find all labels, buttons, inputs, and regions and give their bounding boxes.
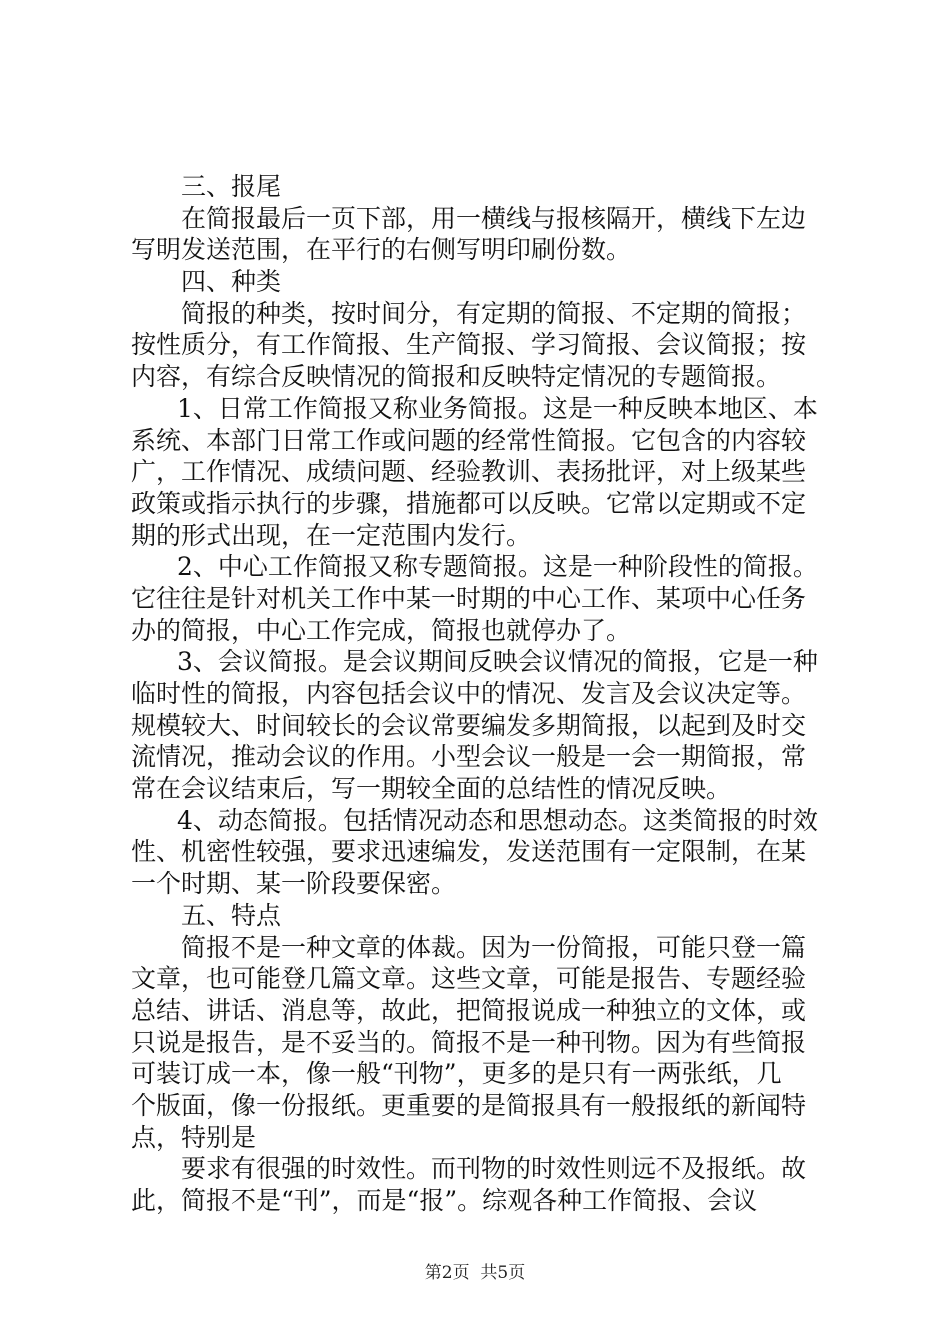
paragraph-line: 2、中心工作简报又称专题简报。这是一种阶段性的简报。 — [177, 552, 818, 582]
paragraph-line: 简报的种类，按时间分，有定期的简报、不定期的简报； — [181, 298, 807, 328]
paragraph-line: 一个时期、某一阶段要保密。 — [131, 869, 457, 899]
paragraph-line: 3、会议简报。是会议期间反映会议情况的简报，它是一种 — [177, 647, 818, 677]
paragraph-line: 临时性的简报，内容包括会议中的情况、发言及会议决定等。 — [131, 679, 807, 708]
paragraph-line: 流情况，推动会议的作用。小型会议一般是一会一期简报，常 — [131, 742, 807, 772]
page-footer — [0, 1262, 950, 1284]
section-heading: 三、报尾 — [181, 172, 282, 201]
paragraph-line: 总结、讲话、消息等，故此，把简报说成一种独立的文体，或 — [131, 995, 807, 1025]
paragraph-line: 此，简报不是“刊”，而是“报”。综观各种工作简报、会议 — [131, 1186, 758, 1215]
paragraph-line: 规模较大、时间较长的会议常要编发多期简报，以起到及时交 — [131, 710, 807, 740]
paragraph-line: 期的形式出现，在一定范围内发行。 — [131, 520, 532, 550]
paragraph-line: 政策或指示执行的步骤，措施都可以反映。它常以定期或不定 — [131, 488, 807, 518]
paragraph-line: 广，工作情况、成绩问题、经验教训、表扬批评，对上级某些 — [131, 457, 807, 487]
paragraph-line: 个版面，像一份报纸。更重要的是简报具有一般报纸的新闻特 — [131, 1090, 807, 1120]
paragraph-line: 文章，也可能登几篇文章。这些文章，可能是报告、专题经验 — [131, 964, 807, 994]
paragraph-line: 写明发送范围，在平行的右侧写明印刷份数。 — [131, 235, 632, 265]
paragraph-line: 点，特别是 — [131, 1122, 257, 1152]
document-body — [131, 171, 831, 1217]
paragraph-line: 在简报最后一页下部，用一横线与报核隔开，横线下左边 — [181, 203, 807, 233]
paragraph-line: 它往往是针对机关工作中某一时期的中心工作、某项中心任务 — [131, 583, 807, 613]
paragraph-line: 内容，有综合反映情况的简报和反映特定情况的专题简报。 — [131, 362, 782, 392]
page-number: 第2页 共5页 — [424, 1263, 526, 1283]
paragraph-line: 常在会议结束后，写一期较全面的总结性的情况反映。 — [131, 774, 732, 804]
paragraph-line: 系统、本部门日常工作或问题的经常性简报。它包含的内容较 — [131, 425, 807, 455]
paragraph-line: 性、机密性较强，要求迅速编发，发送范围有一定限制，在某 — [131, 837, 807, 867]
paragraph-line: 办的简报，中心工作完成，简报也就停办了。 — [131, 615, 632, 645]
paragraph-line: 1、日常工作简报又称业务简报。这是一种反映本地区、本 — [177, 393, 818, 423]
paragraph-line: 只说是报告，是不妥当的。简报不是一种刊物。因为有些简报 — [131, 1027, 807, 1057]
paragraph-line: 按性质分，有工作简报、生产简报、学习简报、会议简报；按 — [131, 330, 807, 360]
section-heading: 五、特点 — [181, 900, 282, 930]
section-heading: 四、种类 — [181, 267, 282, 297]
paragraph-line: 要求有很强的时效性。而刊物的时效性则远不及报纸。故 — [181, 1154, 807, 1184]
paragraph-line: 简报不是一种文章的体裁。因为一份简报，可能只登一篇 — [181, 932, 807, 962]
paragraph-line: 4、动态简报。包括情况动态和思想动态。这类简报的时效 — [177, 805, 818, 835]
paragraph-line: 可装订成一本，像一般“刊物”，更多的是只有一两张纸，几 — [131, 1059, 782, 1089]
